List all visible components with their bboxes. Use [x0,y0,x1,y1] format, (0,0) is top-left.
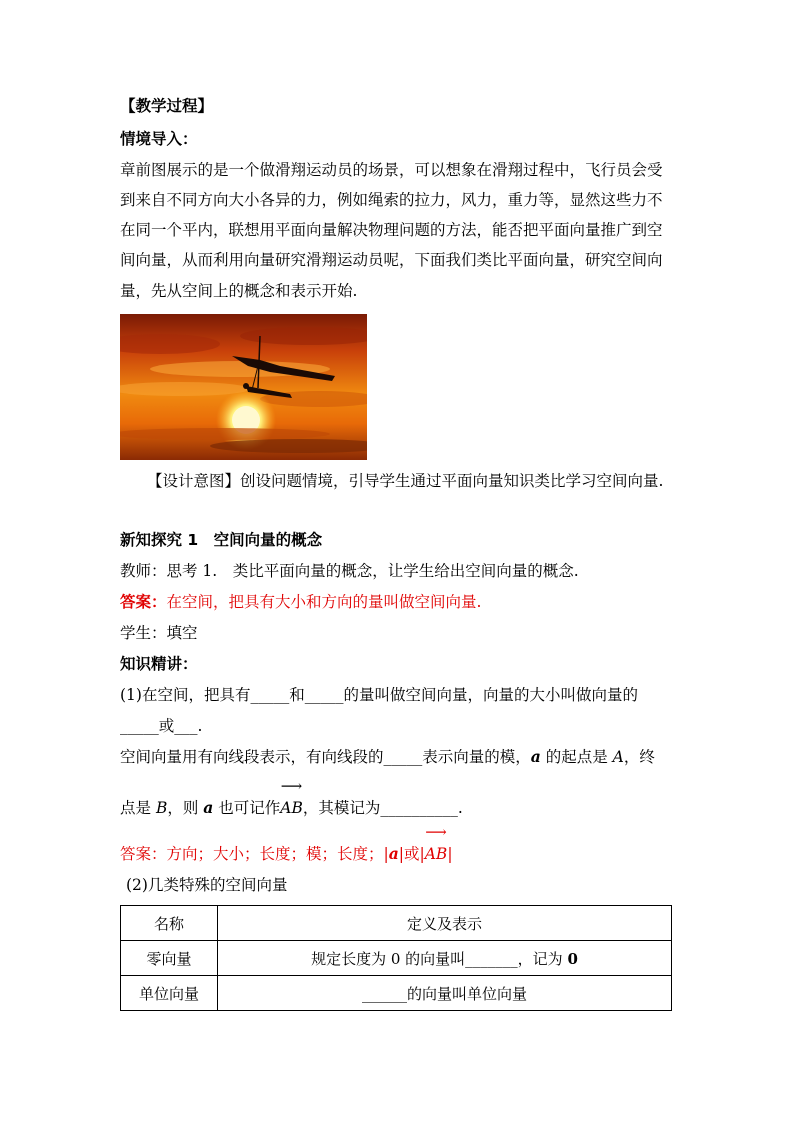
knowledge-1-line-3 [120,746,655,768]
text: 规定长度为 0 的向量叫_______，记为 [311,949,568,968]
intro-heading: 情境导入： [120,130,198,148]
design-intent: 【设计意图】创设问题情境，引导学生通过平面向量知识类比学习空间向量. [147,472,664,490]
section-title: 【教学过程】 [120,97,214,115]
student-line: 学生：填空 [120,624,198,642]
table-row [121,976,672,1011]
table-row [121,941,672,976]
text: | [447,845,453,863]
vector-arrow-icon: ⟶ [280,777,303,795]
intro-line: 章前图展示的是一个做滑翔运动员的场景，可以想象在滑翔过程中，飞行员会受 [120,161,663,179]
intro-line: 到来自不同方向大小各异的力，例如绳索的拉力，风力，重力等，显然这些力不 [120,191,663,209]
knowledge-1-line-2: _____或___. [120,717,203,735]
knowledge-1-line-1: (1)在空间，把具有_____和_____的量叫做空间向量，向量的大小叫做向量的 [120,686,638,704]
vector-AB [280,777,303,819]
table-cell-definition [218,976,672,1011]
text: 也可记作 [213,799,281,817]
answer-label: 答案： [120,593,167,611]
text: ，终 [623,748,655,766]
vector-a: a [203,798,214,817]
table-cell-name: 单位向量 [121,976,218,1011]
point-B: B [155,799,168,817]
special-vectors-table [120,905,672,1011]
knowledge-2-heading: (2)几类特殊的空间向量 [126,876,288,894]
intro-line: 间向量，从而利用向量研究滑翔运动员呢，下面我们类比平面向量，研究空间向 [120,251,663,269]
table-cell-definition [218,941,672,976]
text: 的起点是 [540,748,613,766]
text: 空间向量用有向线段表示，有向线段的_____表示向量的模， [120,748,531,766]
table-cell-name: 零向量 [121,941,218,976]
intro-line: 在同一个平内，联想用平面向量解决物理问题的方法，能否把平面向量推广到空 [120,221,663,239]
vector-AB [424,823,448,865]
intro-line: 量，先从空间上的概念和表示开始. [120,282,358,300]
table-header-row [121,906,672,941]
hang-glider-sunset-photo [120,314,367,460]
answer-2-line [120,823,453,865]
vector-a: a [388,844,399,863]
text: ，其模记为__________. [302,799,463,817]
zero-vector-symbol: 0 [567,949,578,968]
point-A: A [612,748,624,766]
answer-text: 在空间，把具有大小和方向的量叫做空间向量. [166,593,482,611]
text: 答案：方向；大小；长度；模；长度；| [120,845,389,863]
text: |或| [398,845,425,863]
vector-arrow-icon: ⟶ [425,823,447,841]
table-header-cell: 名称 [121,906,218,941]
text: ______的向量叫单位向量 [361,984,527,1003]
explore-heading: 新知探究 1 空间向量的概念 [120,531,323,549]
knowledge-heading: 知识精讲： [120,655,198,673]
vector-label: AB [424,845,448,863]
vector-label: AB [280,799,303,817]
text: 点是 [120,799,156,817]
table-header-cell: 定义及表示 [218,906,672,941]
text: ，则 [167,799,204,817]
answer-line [120,591,481,613]
knowledge-1-line-4 [120,777,463,819]
vector-a: a [530,747,541,766]
teacher-line: 教师：思考 1. 类比平面向量的概念，让学生给出空间向量的概念. [120,562,579,580]
